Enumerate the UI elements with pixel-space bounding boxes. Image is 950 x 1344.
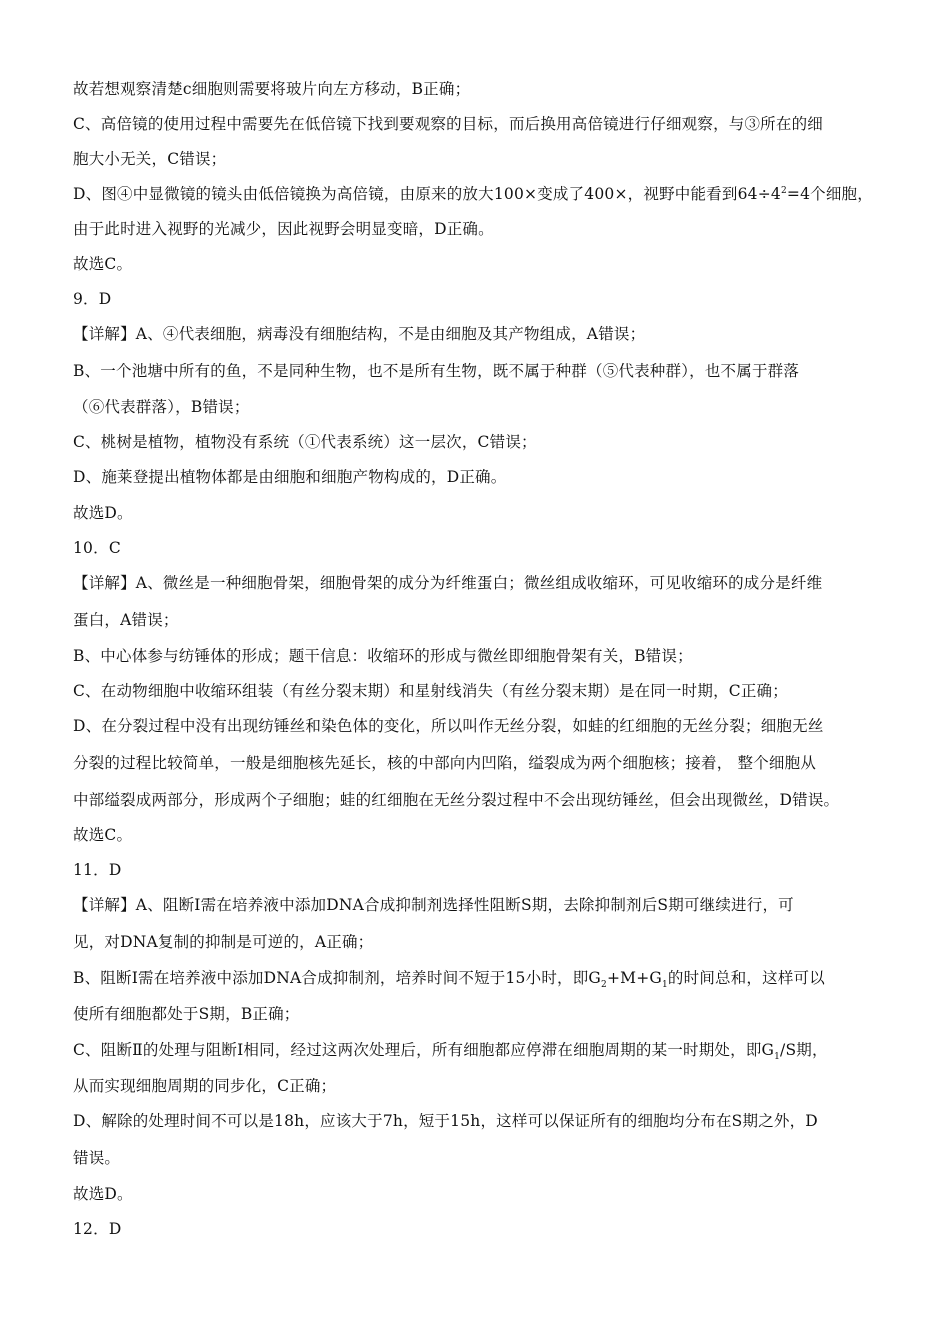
text-line: 从而实现细胞周期的同步化，C正确； (73, 1077, 337, 1095)
text-line: C、阻断Ⅱ的处理与阻断Ⅰ相同，经过这两次处理后，所有细胞都应停滞在细胞周期的某一时期处，即$G_1/S$期， (73, 1041, 828, 1063)
text-line: C、桃树是植物，植物没有系统（①代表系统）这一层次，C错误； (73, 433, 537, 451)
text-line: 错误。 (73, 1149, 121, 1167)
text-line: 使所有细胞都处于S期，B正确； (73, 1005, 300, 1023)
text-line: 故选C。 (73, 255, 133, 273)
text-line: C、高倍镜的使用过程中需要先在低倍镜下找到要观察的目标，而后换用高倍镜进行仔细观察，与③所在的细 (73, 115, 823, 133)
text-line: C、在动物细胞中收缩环组装（有丝分裂末期）和星射线消失（有丝分裂末期）是在同一时期，C正确； (73, 682, 788, 700)
text-line: D、在分裂过程中没有出现纺锤丝和染色体的变化，所以叫作无丝分裂，如蛙的红细胞的无丝分裂；细胞无丝 (73, 717, 824, 735)
text-line: 胞大小无关，C错误； (73, 150, 227, 168)
text-line: 蛋白，A错误； (73, 611, 179, 629)
text-line: 故选C。 (73, 826, 133, 844)
question-number: 12．D (73, 1220, 122, 1238)
text-line: 见，对DNA复制的抑制是可逆的，A正确； (73, 933, 374, 951)
text-line: B、阻断Ⅰ需在培养液中添加DNA合成抑制剂，培养时间不短于15小时，即$G_2+M+G_1$的时间总和，这样可以 (73, 969, 825, 991)
text-line: （⑥代表群落），B错误； (73, 398, 250, 416)
text-line: B、中心体参与纺锤体的形成；题干信息：收缩环的形成与微丝即细胞骨架有关，B错误； (73, 647, 693, 665)
question-number: 10．C (73, 539, 121, 557)
text-line: D、图④中显微镜的镜头由低倍镜换为高倍镜，由原来的放大100×变成了400×，视野中能看到$64\div 4^2=4$个细胞， (73, 185, 873, 203)
text-line: B、一个池塘中所有的鱼，不是同种生物，也不是所有生物，既不属于种群（⑤代表种群），也不属于群落 (73, 362, 800, 380)
text-line: D、解除的处理时间不可以是18h，应该大于7h，短于15h，这样可以保证所有的细胞均分布在S期之外，D (73, 1112, 818, 1130)
text-line: 中部缢裂成两部分，形成两个子细胞；蛙的红细胞在无丝分裂过程中不会出现纺锤丝，但会出现微丝，D错误。 (73, 791, 840, 809)
question-number: 11．D (73, 861, 122, 879)
text-line: 由于此时进入视野的光减少，因此视野会明显变暗，D正确。 (73, 220, 494, 238)
text-line: 【详解】A、阻断Ⅰ需在培养液中添加DNA合成抑制剂选择性阻断S期，去除抑制剂后S期可继续进行，可 (73, 896, 794, 914)
text-line: 【详解】A、④代表细胞，病毒没有细胞结构，不是由细胞及其产物组成，A错误； (73, 325, 646, 343)
text-line: 故若想观察清楚c细胞则需要将玻片向左方移动，B正确； (73, 80, 471, 98)
text-line: 故选D。 (73, 1185, 133, 1203)
text-line: 故选D。 (73, 504, 133, 522)
text-line: 分裂的过程比较简单，一般是细胞核先延长，核的中部向内凹陷，缢裂成为两个细胞核；接着， 整个细胞从 (73, 754, 817, 772)
question-number: 9．D (73, 290, 112, 308)
text-line: 【详解】A、微丝是一种细胞骨架，细胞骨架的成分为纤维蛋白；微丝组成收缩环，可见收缩环的成分是纤维 (73, 574, 823, 592)
text-line: D、施莱登提出植物体都是由细胞和细胞产物构成的，D正确。 (73, 468, 507, 486)
